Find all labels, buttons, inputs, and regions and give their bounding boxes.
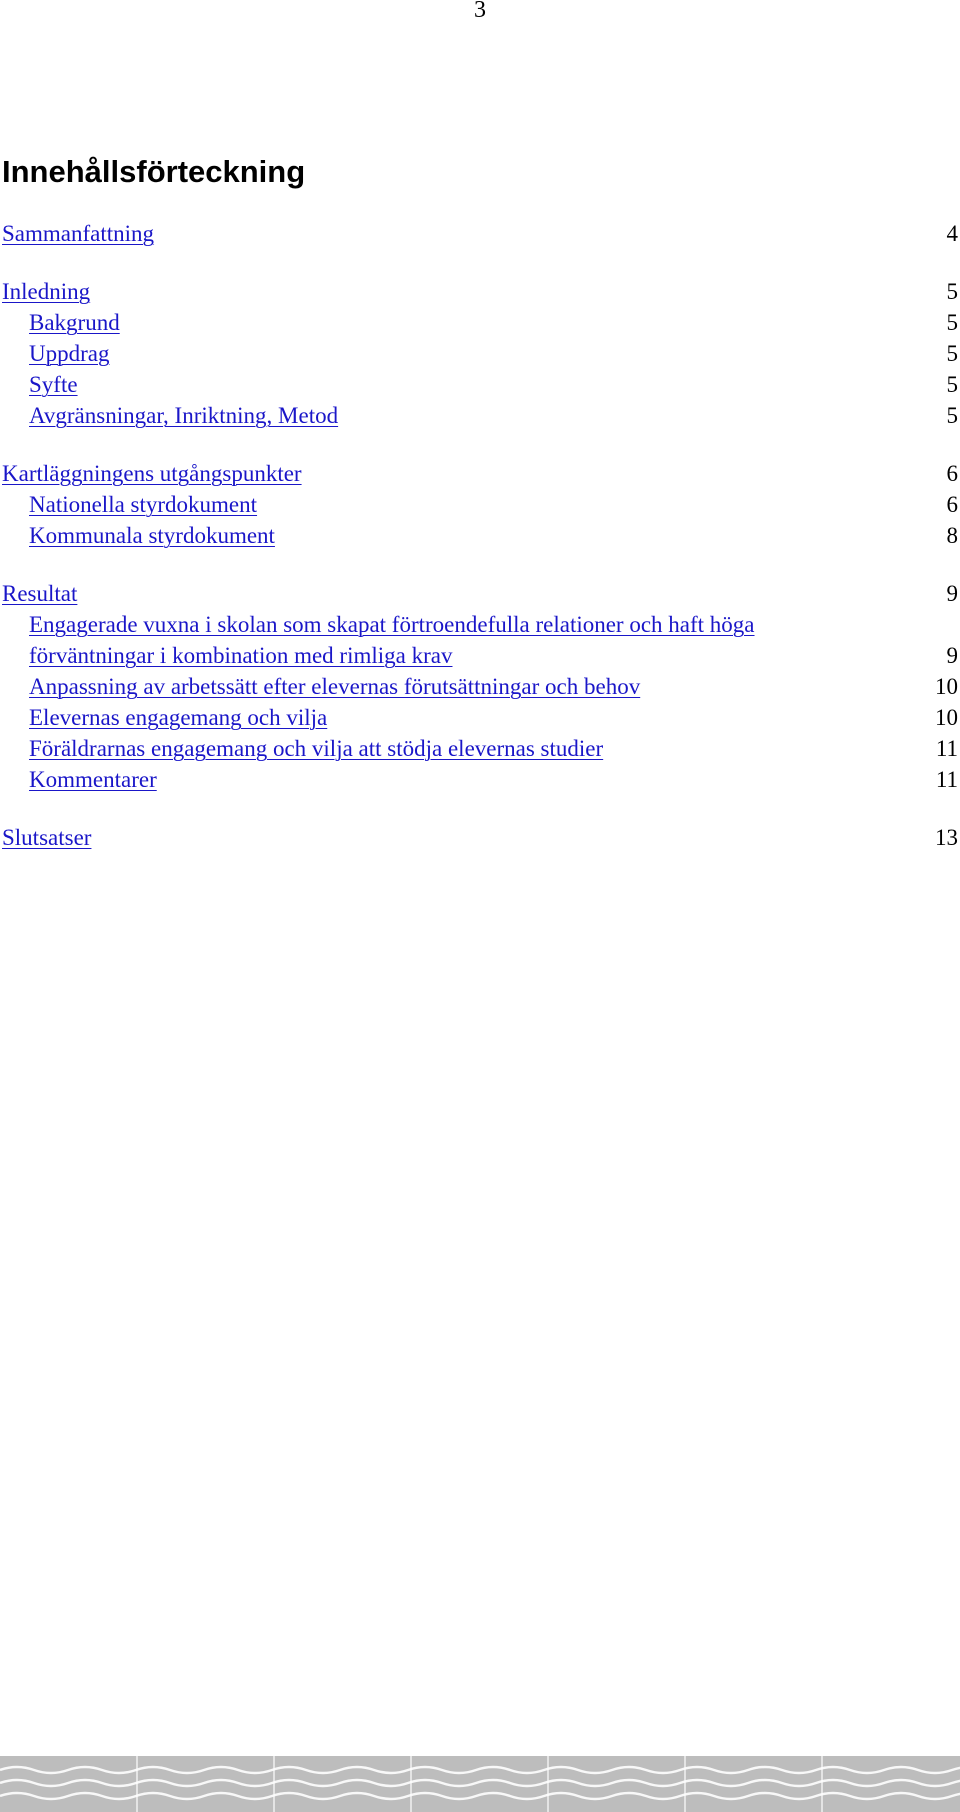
- toc-subentry: [2, 307, 958, 338]
- toc-link-avgransningar[interactable]: Avgränsningar, Inriktning, Metod: [29, 403, 339, 428]
- toc-page-number: 10: [935, 674, 958, 699]
- toc-page-number: 6: [946, 492, 958, 517]
- toc-entry: [2, 276, 958, 307]
- footer-wave-band: [0, 1756, 960, 1812]
- toc-link-slutsatser[interactable]: Slutsatser: [2, 825, 92, 850]
- toc-link-sammanfattning[interactable]: Sammanfattning: [2, 221, 155, 246]
- toc-subentry: [2, 520, 958, 551]
- toc-page-number: 5: [946, 310, 958, 335]
- toc-page-number: 9: [946, 581, 958, 606]
- toc-subentry: [2, 338, 958, 369]
- toc-page-number: 13: [935, 825, 958, 850]
- toc-entry: [2, 218, 958, 249]
- toc-link-kommentarer[interactable]: Kommentarer: [29, 767, 157, 792]
- toc-entry: [2, 578, 958, 609]
- toc-page-number: 11: [935, 767, 958, 792]
- toc-subentry: [2, 671, 958, 702]
- page-number: 3: [474, 0, 486, 23]
- toc-subentry: [2, 733, 958, 764]
- toc-title: Innehållsförteckning: [2, 154, 306, 189]
- toc-entry: [2, 458, 958, 489]
- toc-group: [2, 578, 958, 795]
- toc-page-number: 8: [946, 523, 958, 548]
- toc-subentry: [2, 400, 958, 431]
- toc-page-number: 9: [946, 643, 958, 668]
- toc-link-bakgrund[interactable]: Bakgrund: [29, 310, 120, 335]
- toc-subentry: [2, 764, 958, 795]
- toc-subentry: [2, 489, 958, 520]
- toc-group: [2, 276, 958, 431]
- toc-entry: [2, 822, 958, 853]
- toc-link-foraldrarnas-engagemang[interactable]: Föräldrarnas engagemang och vilja att stödja elevernas studier: [29, 736, 604, 761]
- toc-group: [2, 458, 958, 551]
- toc-subentry: [2, 609, 958, 671]
- toc-subentry: [2, 702, 958, 733]
- toc-link-inledning[interactable]: Inledning: [2, 279, 91, 304]
- toc-group: [2, 218, 958, 249]
- toc-page-number: 10: [935, 705, 958, 730]
- toc-link-syfte[interactable]: Syfte: [29, 372, 78, 397]
- toc-link-engagerade-vuxna[interactable]: Engagerade vuxna i skolan som skapat förtroendefulla relationer och haft höga förväntningar i kombination med rimliga krav: [29, 612, 755, 668]
- toc-page-number: 5: [946, 279, 958, 304]
- toc-page-number: 5: [946, 403, 958, 428]
- toc-page-number: 4: [946, 221, 958, 246]
- toc-page-number: 5: [946, 341, 958, 366]
- toc-group: [2, 822, 958, 853]
- toc-link-elevernas-engagemang[interactable]: Elevernas engagemang och vilja: [29, 705, 328, 730]
- toc-link-anpassning[interactable]: Anpassning av arbetssätt efter elevernas förutsättningar och behov: [29, 674, 641, 699]
- toc-link-kommunala-styrdokument[interactable]: Kommunala styrdokument: [29, 523, 275, 548]
- toc-page-number: 6: [946, 461, 958, 486]
- toc-link-uppdrag[interactable]: Uppdrag: [29, 341, 110, 366]
- toc-link-nationella-styrdokument[interactable]: Nationella styrdokument: [29, 492, 258, 517]
- table-of-contents: [2, 218, 958, 880]
- toc-page-number: 5: [946, 372, 958, 397]
- toc-link-resultat[interactable]: Resultat: [2, 581, 78, 606]
- toc-link-kartlaggningens-utgangspunkter[interactable]: Kartläggningens utgångspunkter: [2, 461, 302, 486]
- toc-page-number: 11: [935, 736, 958, 761]
- toc-subentry: [2, 369, 958, 400]
